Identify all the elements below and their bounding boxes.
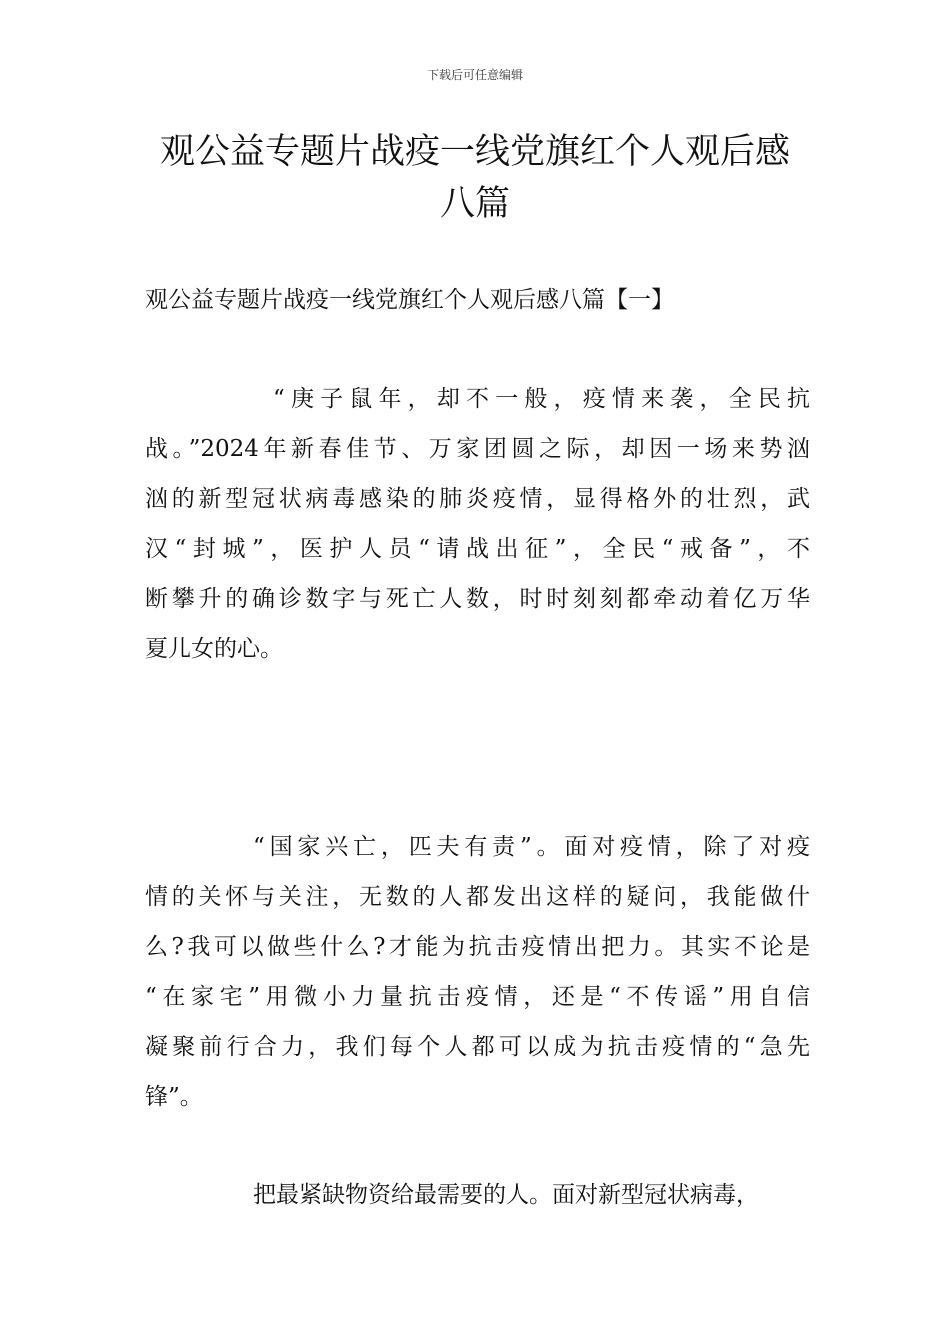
- title-line-2: 八篇: [439, 184, 510, 224]
- paragraph-line: 凝聚前行合力，我们每个人都可以成为抗击疫情的“急先: [145, 1034, 810, 1060]
- paragraph-line: “国家兴亡，匹夫有责”。面对疫情，除了对疫: [253, 834, 810, 860]
- paragraph-line: 锋”。: [145, 1084, 203, 1110]
- paragraph-line: 么?我可以做些什么?才能为抗击疫情出把力。其实不论是: [145, 934, 810, 960]
- title-line-1: 观公益专题片战疫一线党旗红个人观后感: [159, 132, 790, 172]
- header-note: 下载后可任意编辑: [426, 68, 523, 82]
- document-title: [120, 126, 830, 230]
- paragraph-line: 情的关怀与关注，无数的人都发出这样的疑问，我能做什: [145, 884, 810, 910]
- paragraph-3: [145, 1170, 825, 1220]
- paragraph-line: 战。”2024年新春佳节、万家团圆之际，却因一场来势汹: [145, 436, 810, 462]
- paragraph-line: “庚子鼠年，却不一般，疫情来袭，全民抗: [273, 386, 810, 412]
- paragraph-1: [145, 374, 810, 674]
- paragraph-2: [145, 822, 810, 1122]
- paragraph-line: 汹的新型冠状病毒感染的肺炎疫情，显得格外的壮烈，武: [145, 486, 810, 512]
- paragraph-line: “在家宅”用微小力量抗击疫情，还是“不传谣”用自信: [145, 984, 810, 1010]
- paragraph-line: 断攀升的确诊数字与死亡人数，时时刻刻都牵动着亿万华: [145, 586, 810, 612]
- paragraph-line: 汉“封城”，医护人员“请战出征”，全民“戒备”，不: [145, 536, 810, 562]
- section-heading: 观公益专题片战疫一线党旗红个人观后感八篇【一】: [145, 287, 674, 313]
- paragraph-line: 把最紧缺物资给最需要的人。面对新型冠状病毒，: [253, 1182, 759, 1208]
- paragraph-line: 夏儿女的心。: [145, 636, 283, 662]
